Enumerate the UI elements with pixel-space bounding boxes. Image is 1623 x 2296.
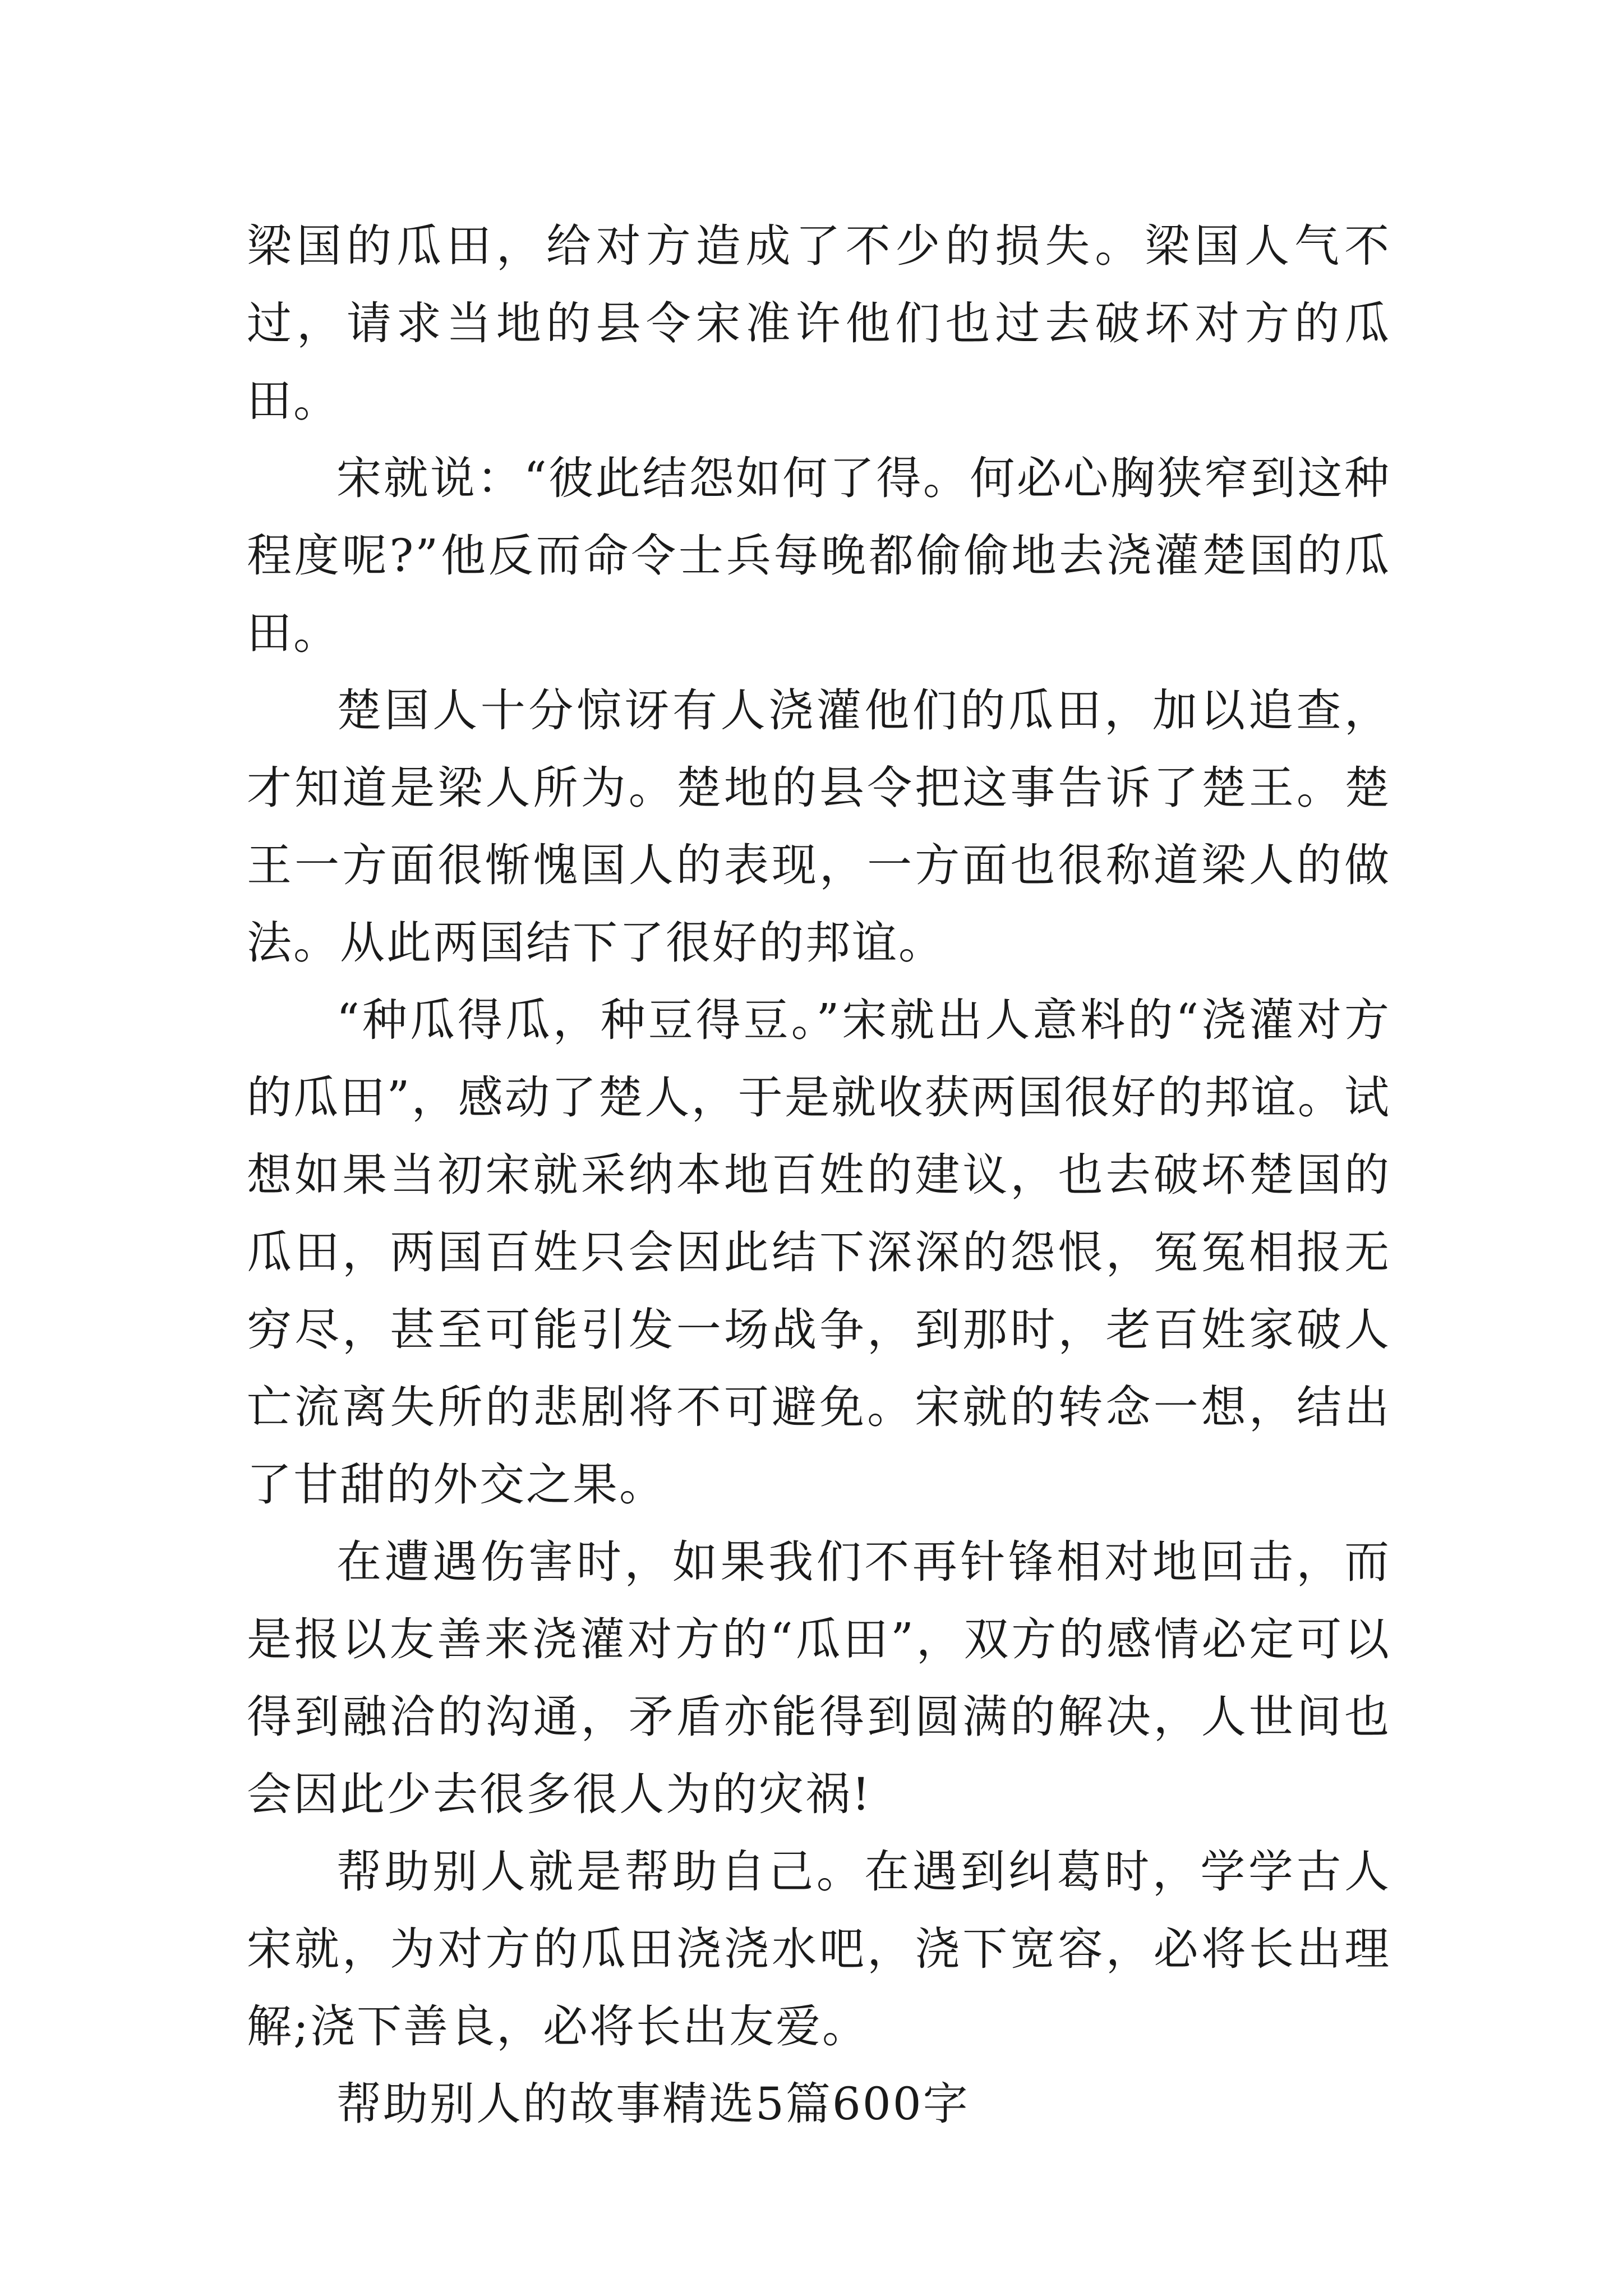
paragraph: 楚国人十分惊讶有人浇灌他们的瓜田，加以追查，才知道是梁人所为。楚地的县令把这事告诉了楚王。楚王一方面很惭愧国人的表现，一方面也很称道梁人的做法。从此两国结下了很好的邦谊。 [247,684,1391,969]
paragraph: 宋就说：“彼此结怨如何了得。何必心胸狭窄到这种程度呢?”他反而命令士兵每晚都偷偷地去浇灌楚国的瓜田。 [247,452,1391,659]
document-body [247,208,1391,2143]
paragraph-continued: 梁国的瓜田，给对方造成了不少的损失。梁国人气不过，请求当地的县令宋准许他们也过去破坏对方的瓜田。 [247,220,1391,427]
paragraph: 在遭遇伤害时，如果我们不再针锋相对地回击，而是报以友善来浇灌对方的“瓜田”，双方的感情必定可以得到融洽的沟通，矛盾亦能得到圆满的解决，人世间也会因此少去很多很人为的灾祸! [247,1536,1391,1820]
section-heading: 帮助别人的故事精选5篇600字 [336,2078,970,2130]
paragraph: “种瓜得瓜，种豆得豆。”宋就出人意料的“浇灌对方的瓜田”，感动了楚人，于是就收获两国很好的邦谊。试想如果当初宋就采纳本地百姓的建议，也去破坏楚国的瓜田，两国百姓只会因此结下深深的怨恨，冤冤相报无穷尽，甚至可能引发一场战争，到那时，老百姓家破人亡流离失所的悲剧将不可避免。宋就的转念一想，结出了甘甜的外交之果。 [247,994,1391,1511]
paragraph: 帮助别人就是帮助自己。在遇到纠葛时，学学古人宋就，为对方的瓜田浇浇水吧，浇下宽容，必将长出理解;浇下善良，必将长出友爱。 [247,1846,1391,2053]
